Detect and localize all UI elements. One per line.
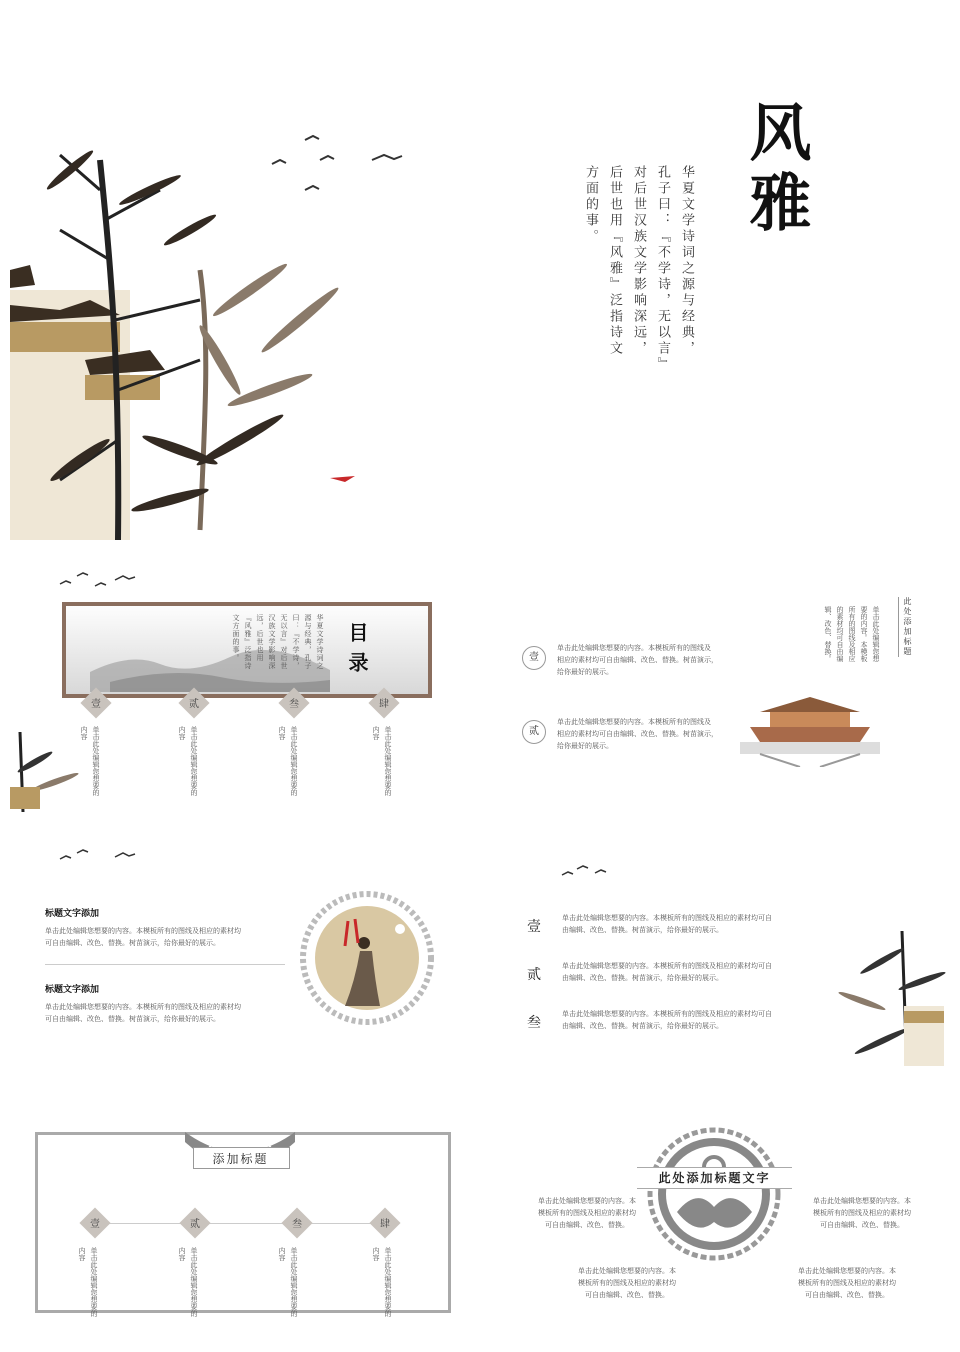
side-text-line: 要的内容。本模板: [860, 606, 868, 662]
block-line: 单击此处编辑您想要的内容。本模板所有的图线及相应的素材均: [45, 1003, 241, 1011]
corner-text-line: 可自由编辑、改色、替换。: [820, 1221, 904, 1229]
item-text: [557, 642, 817, 678]
tab-desc-line: 内容: [372, 1247, 380, 1261]
item-text: [562, 960, 862, 984]
medallion-icon: [647, 1127, 782, 1262]
item-text-line: 单击此处编辑您想要的内容。本模板所有的图线及相应的素材均可自: [562, 962, 772, 970]
toc-desc-line: 单击此处编辑您想要的: [384, 726, 392, 796]
block-line: 单击此处编辑您想要的内容。本模板所有的图线及相应的素材均: [45, 927, 241, 935]
text-block: [45, 982, 285, 1025]
text-block: [45, 906, 285, 949]
block-title: 标题文字添加: [45, 985, 100, 995]
corner-text-line: 可自由编辑、改色、替换。: [805, 1291, 889, 1299]
tab-desc: [76, 1247, 100, 1317]
corner-text-line: 模板所有的图线及相应的素材均: [578, 1279, 676, 1287]
corner-text-line: 单击此处编辑您想要的内容。本: [798, 1267, 896, 1275]
cover-title: [735, 100, 815, 240]
item-number: 贰: [527, 967, 541, 983]
toc-desc: [370, 726, 394, 796]
tab-desc-line: 单击此处编辑您想要的: [384, 1247, 392, 1317]
item-text-line: 由编辑、改色、替换。树苗演示，给你最好的展示。: [562, 926, 723, 934]
content-tab-1[interactable]: 壹: [90, 1219, 100, 1230]
frame-text-line: 曰：『不学诗，: [292, 614, 300, 670]
side-title: 此处添加标题: [903, 597, 912, 657]
content-tab-2[interactable]: 贰: [190, 1219, 200, 1230]
item-text-line: 相应的素材均可自由编辑、改色、替换。树苗演示，: [557, 730, 718, 738]
corner-text-line: 模板所有的图线及相应的素材均: [813, 1209, 911, 1217]
content-tab-4[interactable]: 肆: [380, 1219, 390, 1230]
tab-desc-line: 单击此处编辑您想要的: [90, 1247, 98, 1317]
corner-text: [552, 1265, 702, 1301]
cover-column: 对后世汉族文学影响深远，: [631, 165, 646, 357]
title-char-1: 风: [739, 100, 812, 170]
item-text-line: 单击此处编辑您想要的内容。本模板所有的图线及: [557, 644, 711, 652]
item-text: [562, 1008, 862, 1032]
frame-text-line: 源与经典，孔子: [304, 614, 312, 670]
slide-content-4[interactable]: [0, 1112, 478, 1332]
toc-desc-line: 单击此处编辑您想要的: [190, 726, 198, 796]
toc-desc-line: 内容: [278, 726, 286, 740]
toc-desc-line: 内容: [372, 726, 380, 740]
frame-text-line: 『风雅』泛指诗: [244, 614, 252, 670]
side-text: [822, 606, 882, 686]
toc-desc: [176, 726, 200, 796]
content-title: 添加标题: [212, 1152, 269, 1166]
frame-text-line: 汉族文学影响深: [268, 614, 276, 670]
cover-column: 孔子曰：『不学诗，无以言』: [655, 165, 670, 373]
medallion-title: 此处添加标题文字: [658, 1171, 771, 1185]
corner-text-line: 模板所有的图线及相应的素材均: [538, 1209, 636, 1217]
block-divider: [45, 964, 285, 965]
toc-desc-line: 单击此处编辑您想要的: [92, 726, 100, 796]
toc-desc-line: 单击此处编辑您想要的: [290, 726, 298, 796]
item-text-line: 单击此处编辑您想要的内容。本模板所有的图线及: [557, 718, 711, 726]
corner-text-line: 单击此处编辑您想要的内容。本: [538, 1197, 636, 1205]
toc-title: 目录: [345, 622, 369, 682]
item-text-line: 给你最好的展示。: [557, 668, 613, 676]
cover-column: 后世也用『风雅』泛指诗文: [607, 165, 622, 357]
frame-text-line: 华夏文学诗词之: [316, 614, 324, 670]
birds-icon: [55, 841, 145, 871]
corner-text-line: 模板所有的图线及相应的素材均: [798, 1279, 896, 1287]
corner-text-line: 单击此处编辑您想要的内容。本: [578, 1267, 676, 1275]
tab-desc-line: 内容: [278, 1247, 286, 1261]
side-text-line: 单击此处编辑您想: [872, 606, 880, 662]
side-divider: [898, 597, 899, 657]
corner-text-line: 可自由编辑、改色、替换。: [545, 1221, 629, 1229]
corner-text: [772, 1265, 922, 1301]
item-number: 壹: [527, 919, 541, 935]
toc-tab-4[interactable]: 肆: [379, 699, 389, 710]
cover-text: [578, 165, 698, 405]
tab-connector: [95, 1223, 395, 1224]
birds-icon: [55, 562, 145, 602]
block-title: 标题文字添加: [45, 909, 100, 919]
toc-frame-text: [230, 614, 326, 694]
slide-content-1[interactable]: [482, 562, 960, 812]
bamboo-icon: [5, 732, 85, 812]
tab-desc-line: 内容: [178, 1247, 186, 1261]
item-text-line: 由编辑、改色、替换。树苗演示，给你最好的展示。: [562, 974, 723, 982]
tab-desc-line: 单击此处编辑您想要的: [190, 1247, 198, 1317]
block-line: 可自由编辑、改色、替换。树苗演示，给你最好的展示。: [45, 939, 220, 947]
item-text-line: 相应的素材均可自由编辑、改色、替换。树苗演示，: [557, 656, 718, 664]
corner-text: [787, 1195, 937, 1231]
palace-icon: [740, 687, 880, 767]
side-text-line: 所有的图线及相应: [848, 606, 856, 662]
tab-desc: [176, 1247, 200, 1317]
bamboo-icon: [832, 931, 947, 1066]
cover-column: 方面的事。: [583, 165, 598, 245]
frame-text-line: 远，后世也用: [256, 614, 264, 662]
frame-text-line: 无以言』对后世: [280, 614, 288, 670]
block-line: 可自由编辑、改色、替换。树苗演示，给你最好的展示。: [45, 1015, 220, 1023]
side-text-line: 辑、改色、替换。: [824, 606, 832, 662]
slide-cover[interactable]: [0, 60, 960, 540]
tab-desc-line: 内容: [78, 1247, 86, 1261]
slide-content-5[interactable]: [482, 1112, 960, 1332]
corner-text-line: 可自由编辑、改色、替换。: [585, 1291, 669, 1299]
corner-text-line: 单击此处编辑您想要的内容。本: [813, 1197, 911, 1205]
toc-desc-line: 内容: [80, 726, 88, 740]
item-text-line: 单击此处编辑您想要的内容。本模板所有的图线及相应的素材均可自: [562, 914, 772, 922]
birds-icon: [557, 861, 617, 886]
title-char-2: 雅: [739, 170, 812, 240]
toc-tab-2[interactable]: 贰: [189, 699, 199, 710]
toc-tab-1[interactable]: 壹: [91, 699, 101, 710]
item-text-line: 给你最好的展示。: [557, 742, 613, 750]
slide-content-3[interactable]: [482, 836, 960, 1066]
side-text-line: 的素材均可自由编: [836, 606, 844, 662]
item-text-line: 由编辑、改色、替换。树苗演示，给你最好的展示。: [562, 1022, 723, 1030]
content-tab-3[interactable]: 叁: [292, 1219, 302, 1230]
toc-desc: [276, 726, 300, 796]
item-number: 壹: [522, 646, 546, 670]
slide-content-2[interactable]: [0, 836, 478, 1066]
ink-painting: [0, 60, 440, 540]
toc-desc-line: 内容: [178, 726, 186, 740]
corner-text: [512, 1195, 662, 1231]
slide-toc[interactable]: [0, 562, 478, 812]
tab-desc: [370, 1247, 394, 1317]
frame-text-line: 文方面的事。: [232, 614, 240, 662]
toc-tab-3[interactable]: 叁: [289, 699, 299, 710]
tab-desc: [276, 1247, 300, 1317]
item-text-line: 单击此处编辑您想要的内容。本模板所有的图线及相应的素材均可自: [562, 1010, 772, 1018]
lady-portrait-icon: [300, 891, 435, 1026]
item-number: 叁: [527, 1015, 541, 1031]
tab-desc-line: 单击此处编辑您想要的: [290, 1247, 298, 1317]
item-number: 贰: [522, 720, 546, 744]
cover-column: 华夏文学诗词之源与经典，: [679, 165, 694, 357]
item-text: [562, 912, 862, 936]
